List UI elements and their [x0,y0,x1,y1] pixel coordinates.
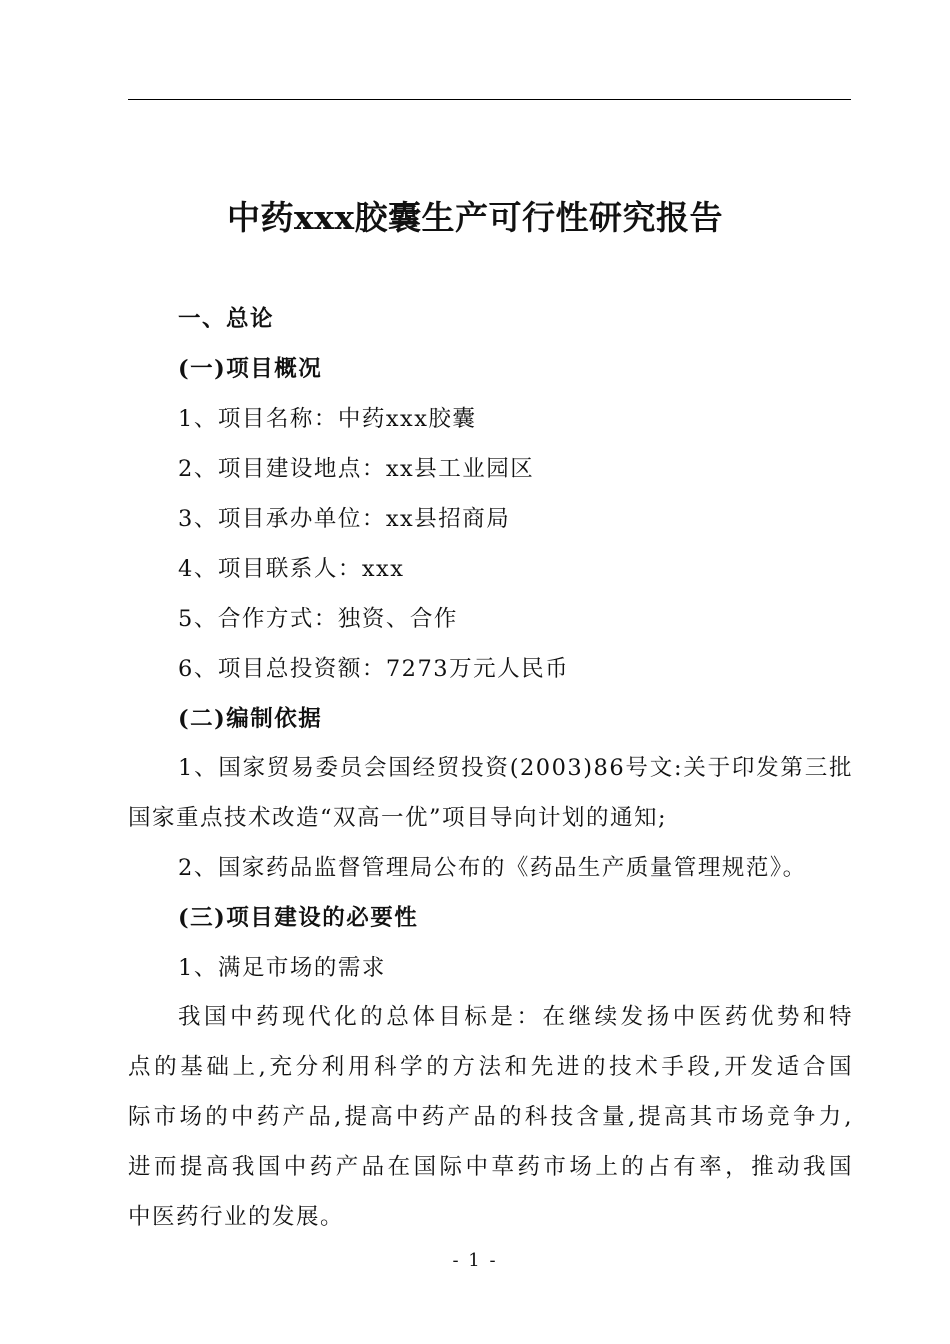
paragraph-line: 点的基础上,充分利用科学的方法和先进的技术手段,开发适合国 [128,1054,853,1080]
paragraph-line: 我国中药现代化的总体目标是：在继续发扬中医药优势和特 [178,1004,853,1030]
header-rule [128,99,851,100]
paragraph-line: 中医药行业的发展。 [128,1204,345,1230]
basis-item-1-line-2: 国家重点技术改造“双高一优”项目导向计划的通知; [128,805,668,831]
list-item: 1、项目名称：中药xxx胶囊 [178,406,477,432]
list-item: 2、项目建设地点：xx县工业园区 [178,456,535,482]
section-heading-overview: 一、总论 [178,306,275,332]
subsection-heading-project-overview: (一)项目概况 [178,356,323,382]
list-item: 4、项目联系人：xxx [178,556,405,582]
subsection-heading-necessity: (三)项目建设的必要性 [178,905,419,931]
basis-item-1-line-1: 1、国家贸易委员会国经贸投资(2003)86号文:关于印发第三批 [178,755,853,781]
document-title: 中药xxx胶囊生产可行性研究报告 [226,198,724,237]
list-item: 6、项目总投资额：7273万元人民币 [178,656,570,682]
page-number: - 1 - [452,1250,498,1271]
subsection-heading-compilation-basis: (二)编制依据 [178,706,323,732]
list-item: 3、项目承办单位：xx县招商局 [178,506,511,532]
necessity-item-1: 1、满足市场的需求 [178,955,386,981]
paragraph-line: 际市场的中药产品,提高中药产品的科技含量,提高其市场竞争力, [128,1104,853,1130]
list-item: 5、合作方式：独资、合作 [178,606,458,632]
basis-item-2: 2、国家药品监督管理局公布的《药品生产质量管理规范》。 [178,855,807,881]
paragraph-line: 进而提高我国中药产品在国际中草药市场上的占有率，推动我国 [128,1154,853,1180]
